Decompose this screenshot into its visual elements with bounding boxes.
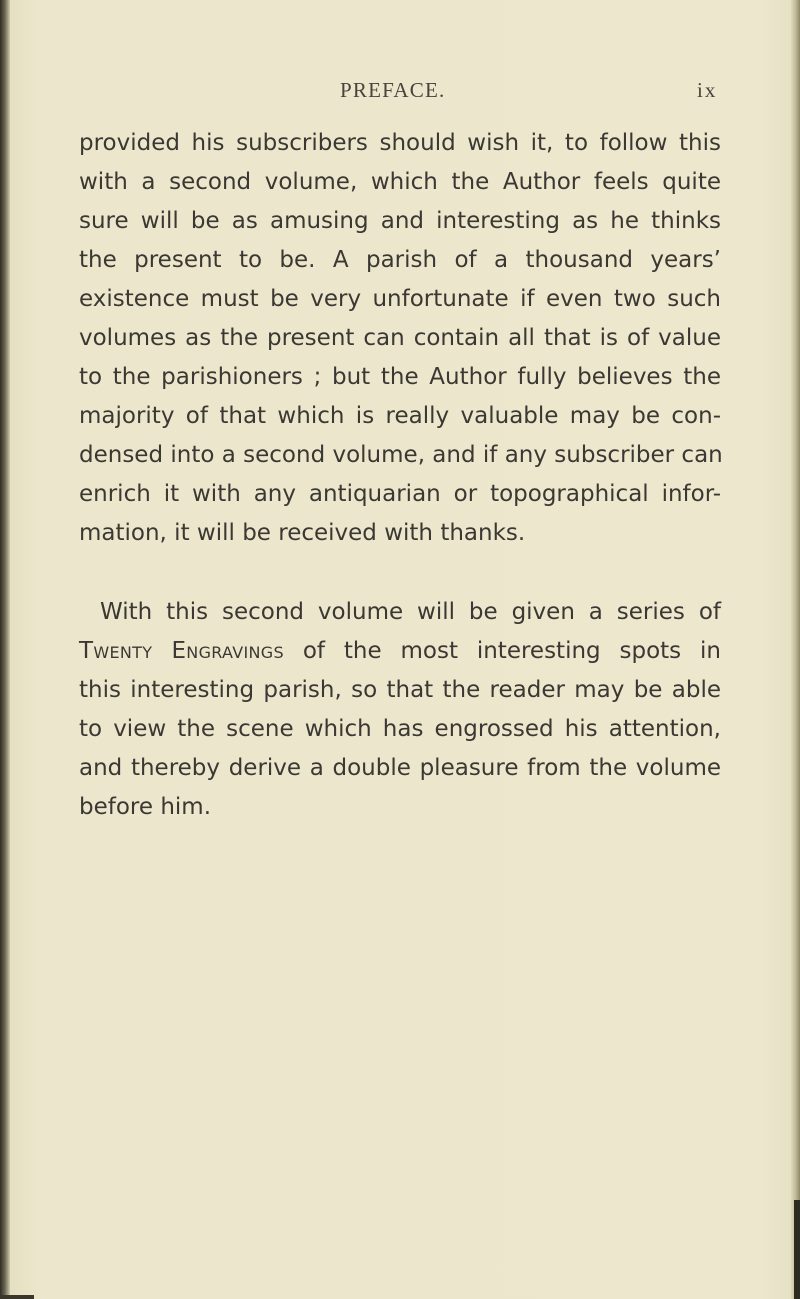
text-line: provided his subscribers should wish it, to follow this (79, 130, 721, 156)
text-line: the present to be. A parish of a thousand years’ (79, 247, 721, 273)
text-line: and thereby derive a double pleasure from the volume (79, 755, 721, 781)
binding-corner (0, 1295, 34, 1299)
paragraph-2 (79, 593, 721, 827)
text-line: enrich it with any antiquarian or topographical infor- (79, 481, 721, 507)
page-number: ix (697, 78, 718, 102)
text-line: With this second volume will be given a series of (100, 599, 721, 625)
small-caps-title: Twenty Engravings (79, 638, 284, 664)
text-line: mation, it will be received with thanks. (79, 520, 526, 546)
text-line: sure will be as amusing and interesting as he thinks (79, 208, 721, 234)
text-line: with a second volume, which the Author feels quite (79, 169, 721, 195)
text-line: before him. (79, 794, 212, 820)
text-line (79, 632, 721, 671)
text-line: majority of that which is really valuable may be con- (79, 403, 721, 429)
text-line: to the parishioners ; but the Author fully believes the (79, 364, 721, 390)
text-line: to view the scene which has engrossed his attention, (79, 716, 721, 742)
text-line: existence must be very unfortunate if even two such (79, 286, 721, 312)
text-line-rest: of the most interesting spots in (283, 638, 722, 664)
binding-gutter (0, 0, 10, 1299)
page-edge-shadow (794, 1200, 800, 1299)
text-line: this interesting parish, so that the reader may be able (79, 677, 721, 703)
paragraph-1 (79, 124, 721, 553)
page-edge (791, 0, 800, 1299)
text-line: volumes as the present can contain all that is of value (79, 325, 721, 351)
running-head (0, 72, 800, 108)
text-line: densed into a second volume, and if any subscriber can (79, 442, 723, 468)
running-head-title: PREFACE. (340, 78, 446, 102)
